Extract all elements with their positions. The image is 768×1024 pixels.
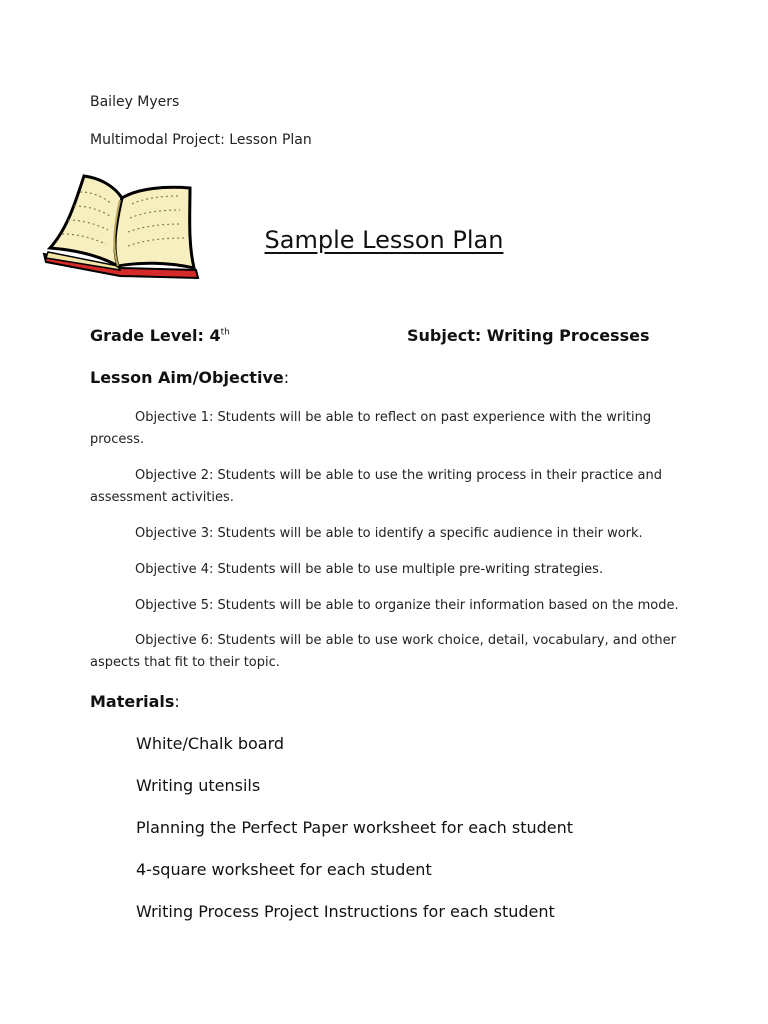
objective-5: Objective 5: Students will be able to organize their information based on the mode.: [135, 598, 679, 613]
material-item: 4-square worksheet for each student: [136, 860, 432, 879]
materials-heading: [90, 692, 180, 711]
grade-level-suffix: th: [220, 327, 230, 338]
page-title: Sample Lesson Plan: [264, 226, 504, 254]
grade-level: [90, 326, 230, 345]
project-title: Multimodal Project: Lesson Plan: [90, 132, 312, 148]
materials-heading-colon: :: [174, 692, 180, 711]
objective-1: Objective 1: Students will be able to reflect on past experience with the writing process.: [90, 410, 652, 447]
objective-6: Objective 6: Students will be able to use work choice, detail, vocabulary, and other aspects that fit to their topic.: [90, 633, 677, 670]
subject-label: Subject: Writing Processes: [407, 326, 650, 345]
objective-4: Objective 4: Students will be able to use multiple pre-writing strategies.: [135, 562, 604, 577]
author-name: Bailey Myers: [90, 94, 180, 110]
objectives-heading-colon: :: [283, 368, 290, 387]
material-item: White/Chalk board: [136, 734, 285, 753]
objective-2: Objective 2: Students will be able to use the writing process in their practice and assessment activities.: [90, 468, 662, 505]
objectives-heading: [90, 368, 289, 387]
objectives-heading-text: Lesson Aim/Objective: [90, 368, 284, 387]
material-item: Writing utensils: [136, 776, 261, 795]
grade-level-label: Grade Level: 4: [90, 326, 221, 345]
material-item: Planning the Perfect Paper worksheet for each student: [136, 818, 574, 837]
materials-heading-text: Materials: [90, 692, 175, 711]
material-item: Writing Process Project Instructions for each student: [136, 902, 555, 921]
objective-3: Objective 3: Students will be able to identify a specific audience in their work.: [135, 526, 643, 541]
